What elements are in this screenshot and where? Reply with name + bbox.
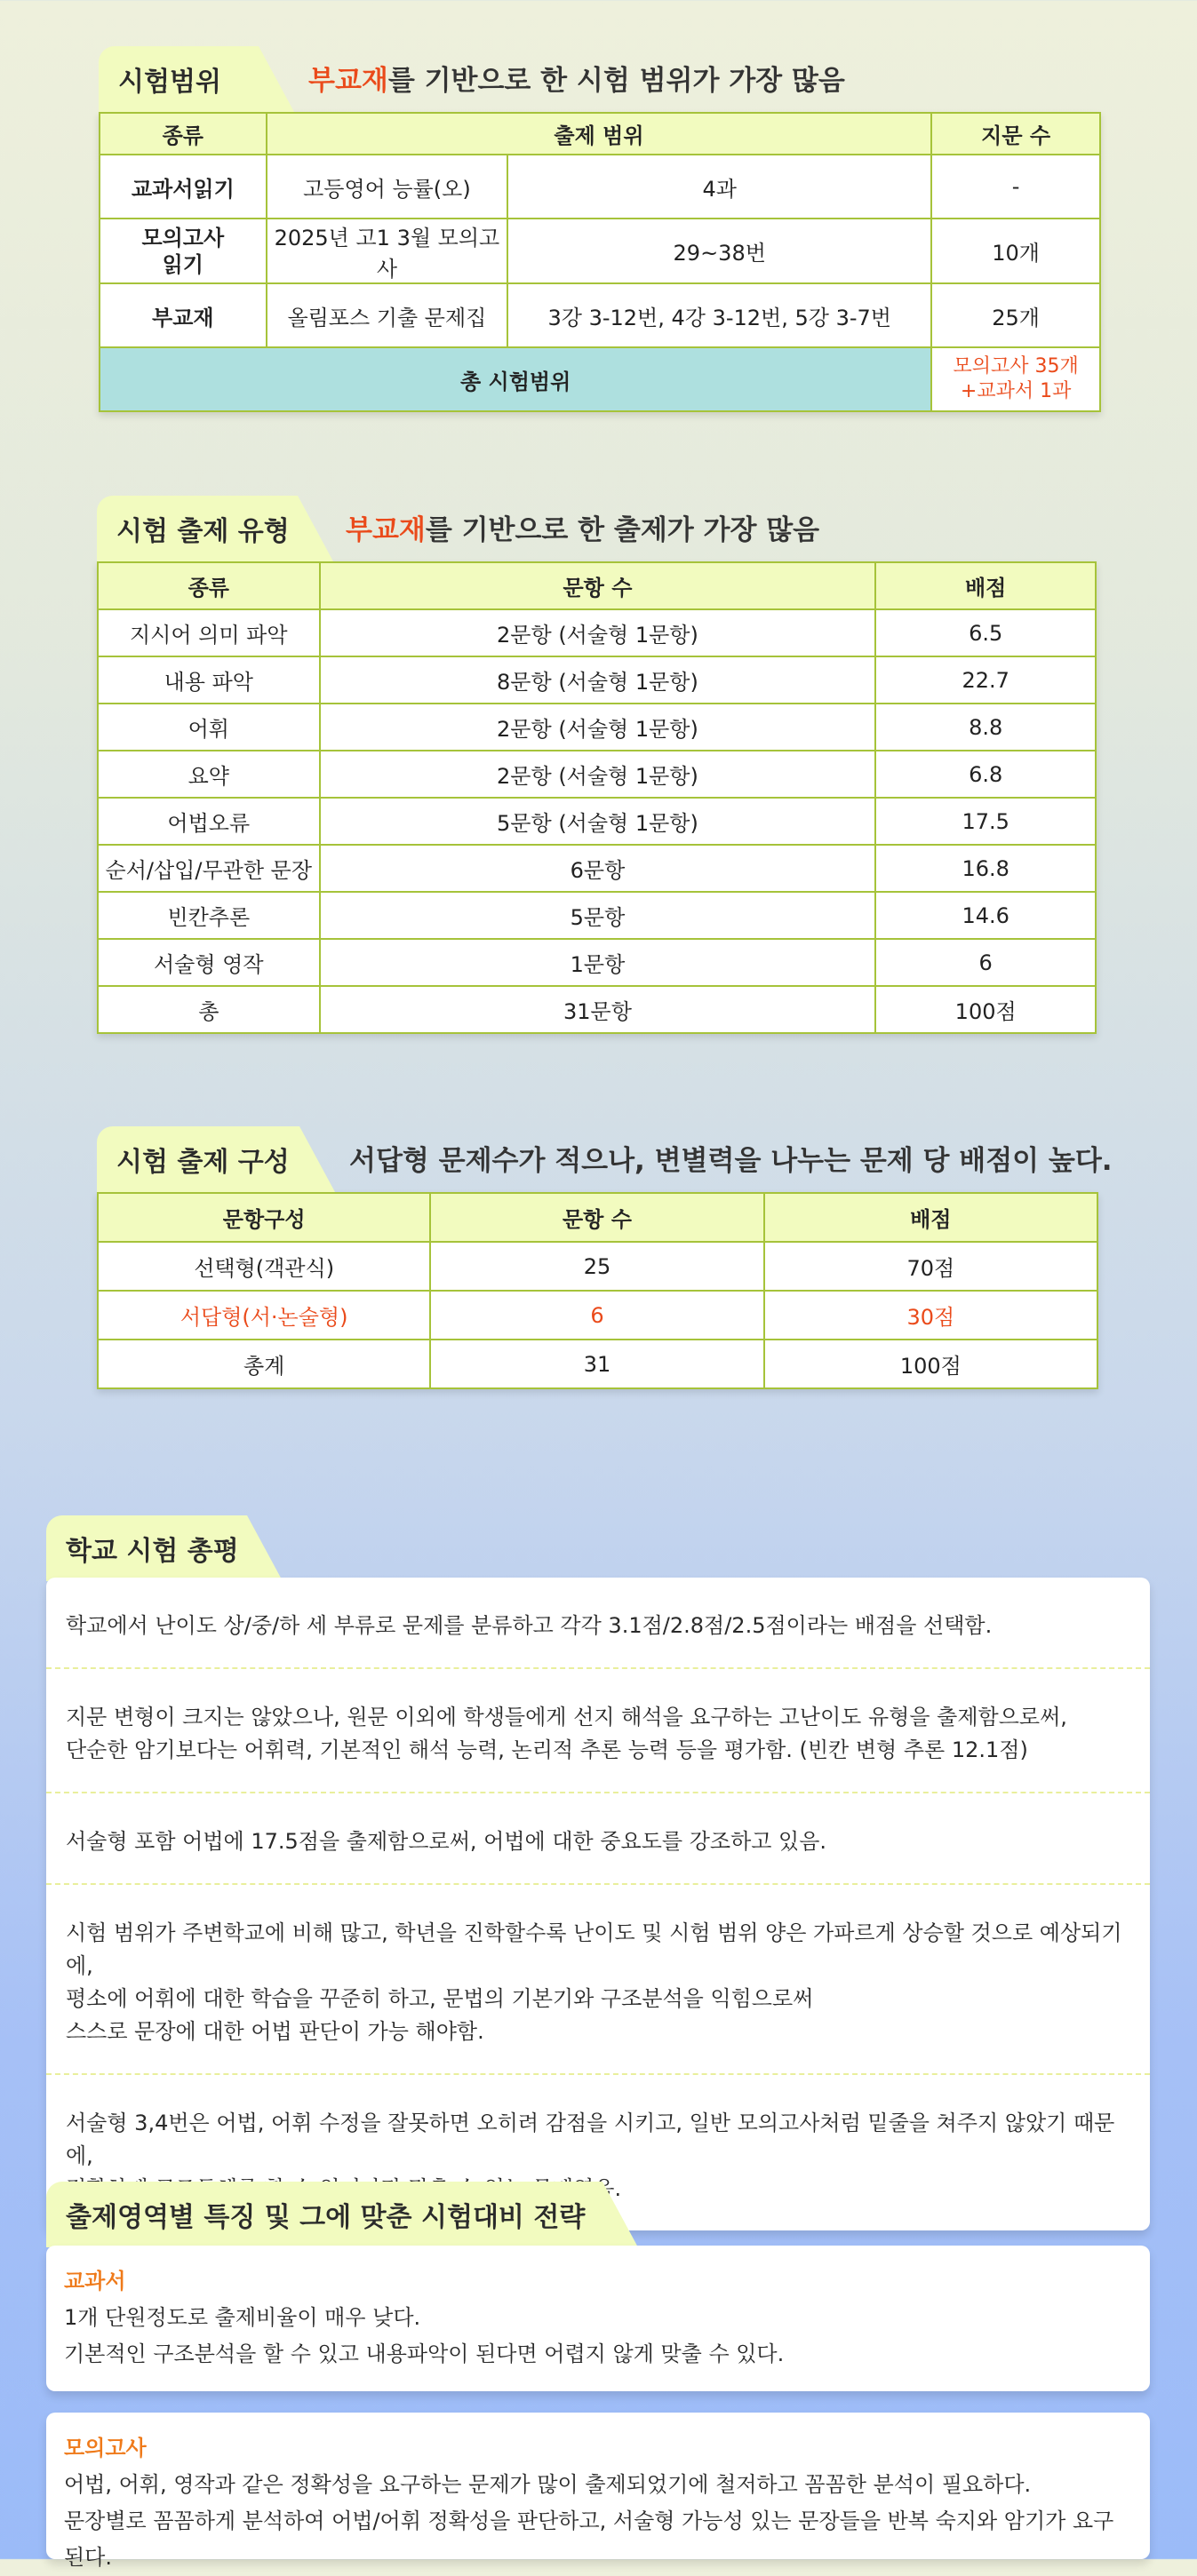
table-row (100, 155, 1100, 219)
table-row (98, 1291, 1097, 1340)
review-section (46, 1515, 247, 1581)
scope-total-value: 모의고사 35개 +교과서 1과 (931, 347, 1100, 411)
scope-header (99, 46, 1101, 112)
review-item: 학교에서 난이도 상/중/하 세 부류로 문제를 분류하고 각각 3.1점/2.8점/2.5점이라는 배점을 선택함. (46, 1578, 1150, 1669)
table-row (98, 892, 1096, 939)
strategy-card-title: 교과서 (64, 2269, 126, 2294)
scope-range-cell: 3강 3-12번, 4강 3-12번, 5강 3-7번 (507, 283, 931, 347)
types-score-cell: 17.5 (875, 798, 1096, 845)
types-score-cell: 100점 (875, 986, 1096, 1033)
types-header-score: 배점 (875, 562, 1096, 609)
types-header-row (98, 562, 1096, 609)
composition-count-cell: 31 (430, 1340, 763, 1388)
scope-type-cell: 부교재 (100, 283, 267, 347)
composition-count-cell: 6 (430, 1291, 763, 1340)
review-item: 서술형 포함 어법에 17.5점을 출제함으로써, 어법에 대한 중요도를 강조하고 있음. (46, 1793, 1150, 1885)
scope-source-cell: 올림포스 기출 문제집 (267, 283, 508, 347)
scope-header-range: 출제 범위 (267, 113, 932, 155)
composition-header-type: 문항구성 (98, 1193, 430, 1242)
types-count-cell: 1문항 (320, 939, 876, 986)
table-row (100, 283, 1100, 347)
scope-tab (99, 46, 259, 112)
scope-subtitle-rest: 를 기반으로 한 시험 범위가 가장 많음 (387, 65, 845, 97)
scope-table (99, 112, 1101, 412)
strategy-card-mock (46, 2413, 1150, 2570)
scope-tab-label: 시험범위 (118, 67, 221, 98)
types-tab-label: 시험 출제 유형 (116, 516, 290, 547)
composition-table (97, 1192, 1098, 1389)
table-row (98, 939, 1096, 986)
composition-header-count: 문항 수 (430, 1193, 763, 1242)
review-card (46, 1578, 1150, 2230)
scope-source-cell: 2025년 고1 3월 모의고사 (267, 219, 508, 283)
scope-count-cell: - (931, 155, 1100, 219)
types-score-cell: 14.6 (875, 892, 1096, 939)
types-header-type: 종류 (98, 562, 320, 609)
scope-type-cell: 교과서읽기 (100, 155, 267, 219)
review-item: 시험 범위가 주변학교에 비해 많고, 학년을 진학할수록 난이도 및 시험 범위 양은 가파르게 상승할 것으로 예상되기에, 평소에 어휘에 대한 학습을 꾸준히 하고, 문법의 기본기와 구조분석을 익힘으로써 스스로 문장에 대한 어법 판단이 가능 해야함. (46, 1885, 1150, 2075)
strategy-section (46, 2182, 602, 2247)
composition-header (97, 1126, 1113, 1192)
scope-total-row (100, 347, 1100, 411)
strategy-card-line: 어법, 어휘, 영작과 같은 정확성을 요구하는 문제가 많이 출제되었기에 철저하고 꼼꼼한 분석이 필요하다. (64, 2472, 1032, 2497)
composition-section (97, 1126, 1113, 1389)
composition-subtitle-text: 서답형 문제수가 적으나, 변별력을 나누는 문제 당 배점이 높다. (349, 1145, 1113, 1177)
table-row (98, 751, 1096, 798)
composition-type-cell: 총계 (98, 1340, 430, 1388)
types-subtitle-rest: 를 기반으로 한 출제가 가장 많음 (425, 514, 820, 546)
review-item: 지문 변형이 크지는 않았으나, 원문 이외에 학생들에게 선지 해석을 요구하는 고난이도 유형을 출제함으로써, 단순한 암기보다는 어휘력, 기본적인 해석 능력, 논리적 추론 능력 등을 평가함. (빈칸 변형 추론 12.1점) (46, 1669, 1150, 1793)
strategy-card-line: 문장별로 꼼꼼하게 분석하여 어법/어휘 정확성을 판단하고, 서술형 가능성 있는 문장들을 반복 숙지와 암기가 요구된다. (64, 2508, 1114, 2570)
strategy-card-line: 기본적인 구조분석을 할 수 있고 내용파악이 된다면 어렵지 않게 맞출 수 있다. (64, 2341, 785, 2366)
scope-subtitle-highlight: 부교재 (308, 65, 388, 97)
table-row (98, 1242, 1097, 1291)
table-row (98, 1340, 1097, 1388)
types-score-cell: 6.5 (875, 609, 1096, 656)
types-score-cell: 6.8 (875, 751, 1096, 798)
types-subtitle (346, 507, 819, 561)
types-header-count: 문항 수 (320, 562, 876, 609)
composition-header-row (98, 1193, 1097, 1242)
composition-score-cell: 100점 (764, 1340, 1097, 1388)
scope-count-cell: 10개 (931, 219, 1100, 283)
scope-section (99, 46, 1101, 412)
scope-total-label: 총 시험범위 (100, 347, 931, 411)
table-row (100, 219, 1100, 283)
types-count-cell: 8문항 (서술형 1문항) (320, 656, 876, 704)
scope-header-count: 지문 수 (931, 113, 1100, 155)
types-type-cell: 순서/삽입/무관한 문장 (98, 845, 320, 892)
types-table (97, 561, 1097, 1034)
table-row (98, 609, 1096, 656)
types-count-cell: 6문항 (320, 845, 876, 892)
types-count-cell: 5문항 (320, 892, 876, 939)
scope-type-cell: 모의고사 읽기 (100, 219, 267, 283)
types-type-cell: 지시어 의미 파악 (98, 609, 320, 656)
types-type-cell: 서술형 영작 (98, 939, 320, 986)
strategy-tab (46, 2182, 602, 2247)
composition-score-cell: 70점 (764, 1242, 1097, 1291)
table-row (98, 704, 1096, 751)
types-type-cell: 총 (98, 986, 320, 1033)
composition-score-cell: 30점 (764, 1291, 1097, 1340)
strategy-card-line: 1개 단원정도로 출제비율이 매우 낮다. (64, 2305, 421, 2330)
review-item: 서술형 3,4번은 어법, 어휘 수정을 잘못하면 오히려 감점을 시키고, 일반 모의고사처럼 밑줄을 쳐주지 않았기 때문에, (66, 2111, 1115, 2168)
types-score-cell: 22.7 (875, 656, 1096, 704)
strategy-tab-label: 출제영역별 특징 및 그에 맞춘 시험대비 전략 (66, 2202, 586, 2233)
composition-header-score: 배점 (764, 1193, 1097, 1242)
strategy-card-title: 모의고사 (64, 2436, 147, 2461)
composition-type-cell: 서답형(서·논술형) (98, 1291, 430, 1340)
scope-count-cell: 25개 (931, 283, 1100, 347)
types-type-cell: 빈칸추론 (98, 892, 320, 939)
types-count-cell: 2문항 (서술형 1문항) (320, 751, 876, 798)
composition-subtitle (349, 1138, 1113, 1192)
types-count-cell: 31문항 (320, 986, 876, 1033)
types-subtitle-highlight: 부교재 (346, 514, 426, 546)
types-type-cell: 어휘 (98, 704, 320, 751)
scope-range-cell: 4과 (507, 155, 931, 219)
types-score-cell: 8.8 (875, 704, 1096, 751)
types-count-cell: 2문항 (서술형 1문항) (320, 704, 876, 751)
table-row (98, 798, 1096, 845)
types-tab (97, 496, 298, 561)
types-header (97, 496, 1097, 561)
composition-tab (97, 1126, 299, 1192)
scope-source-cell: 고등영어 능률(오) (267, 155, 508, 219)
composition-count-cell: 25 (430, 1242, 763, 1291)
table-row (98, 656, 1096, 704)
types-score-cell: 16.8 (875, 845, 1096, 892)
types-score-cell: 6 (875, 939, 1096, 986)
scope-header-row (100, 113, 1100, 155)
types-count-cell: 2문항 (서술형 1문항) (320, 609, 876, 656)
table-row (98, 986, 1096, 1033)
composition-tab-label: 시험 출제 구성 (116, 1147, 290, 1178)
table-row (98, 845, 1096, 892)
types-section (97, 496, 1097, 1034)
types-type-cell: 내용 파악 (98, 656, 320, 704)
types-count-cell: 5문항 (서술형 1문항) (320, 798, 876, 845)
scope-range-cell: 29~38번 (507, 219, 931, 283)
types-type-cell: 요약 (98, 751, 320, 798)
review-tab (46, 1515, 247, 1581)
strategy-card-textbook (46, 2246, 1150, 2391)
review-tab-label: 학교 시험 총평 (66, 1536, 239, 1567)
scope-subtitle (308, 58, 845, 112)
types-type-cell: 어법오류 (98, 798, 320, 845)
composition-type-cell: 선택형(객관식) (98, 1242, 430, 1291)
scope-header-type: 종류 (100, 113, 267, 155)
